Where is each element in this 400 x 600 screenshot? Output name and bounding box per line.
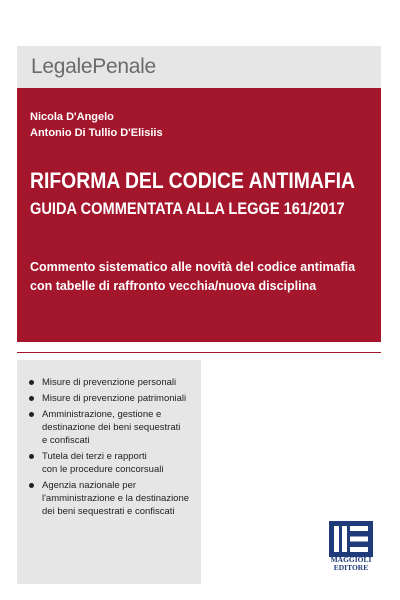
feature-line: l'amministrazione e la destinazione bbox=[42, 493, 190, 504]
feature-line: Agenzia nazionale per bbox=[42, 480, 137, 491]
feature-item bbox=[29, 450, 197, 476]
feature-line: dei beni sequestrati e confiscati bbox=[42, 506, 175, 517]
book-subtitle: GUIDA COMMENTATA ALLA LEGGE 161/2017 bbox=[30, 199, 345, 218]
bullet-icon bbox=[29, 483, 34, 488]
book-title: RIFORMA DEL CODICE ANTIMAFIA bbox=[30, 168, 355, 193]
feature-line: Amministrazione, gestione e bbox=[42, 409, 162, 420]
feature-item bbox=[29, 392, 197, 405]
features-list bbox=[29, 376, 197, 521]
divider-rule bbox=[17, 352, 381, 353]
publisher-name-line: EDITORE bbox=[333, 563, 369, 572]
description-line: con tabelle di raffronto vecchia/nuova disciplina bbox=[30, 279, 317, 293]
feature-line: Misure di prevenzione patrimoniali bbox=[42, 393, 187, 404]
feature-item bbox=[29, 376, 197, 389]
publisher-name bbox=[329, 556, 373, 572]
author-name: Nicola D'Angelo bbox=[30, 111, 114, 123]
series-title: LegalePenale bbox=[31, 55, 156, 78]
bullet-icon bbox=[29, 454, 34, 459]
feature-line: destinazione dei beni sequestrati bbox=[42, 422, 181, 433]
feature-item bbox=[29, 479, 197, 518]
title-panel bbox=[17, 88, 381, 342]
features-box bbox=[17, 360, 201, 584]
publisher-logo-icon bbox=[329, 521, 373, 557]
authors bbox=[30, 109, 163, 141]
bullet-icon bbox=[29, 412, 34, 417]
feature-line: Misure di prevenzione personali bbox=[42, 377, 177, 388]
feature-line: e confiscati bbox=[42, 435, 90, 446]
bullet-icon bbox=[29, 396, 34, 401]
feature-line: Tutela dei terzi e rapporti bbox=[42, 451, 147, 462]
publisher-name-line: MAGGIOLI bbox=[330, 555, 372, 564]
bullet-icon bbox=[29, 380, 34, 385]
feature-line: con le procedure concorsuali bbox=[42, 464, 164, 475]
book-description bbox=[30, 258, 355, 296]
feature-item bbox=[29, 408, 197, 447]
description-line: Commento sistematico alle novità del codice antimafia bbox=[30, 260, 356, 274]
author-name: Antonio Di Tullio D'Elisiis bbox=[30, 127, 163, 139]
series-band bbox=[17, 46, 381, 88]
publisher-block bbox=[329, 521, 373, 575]
